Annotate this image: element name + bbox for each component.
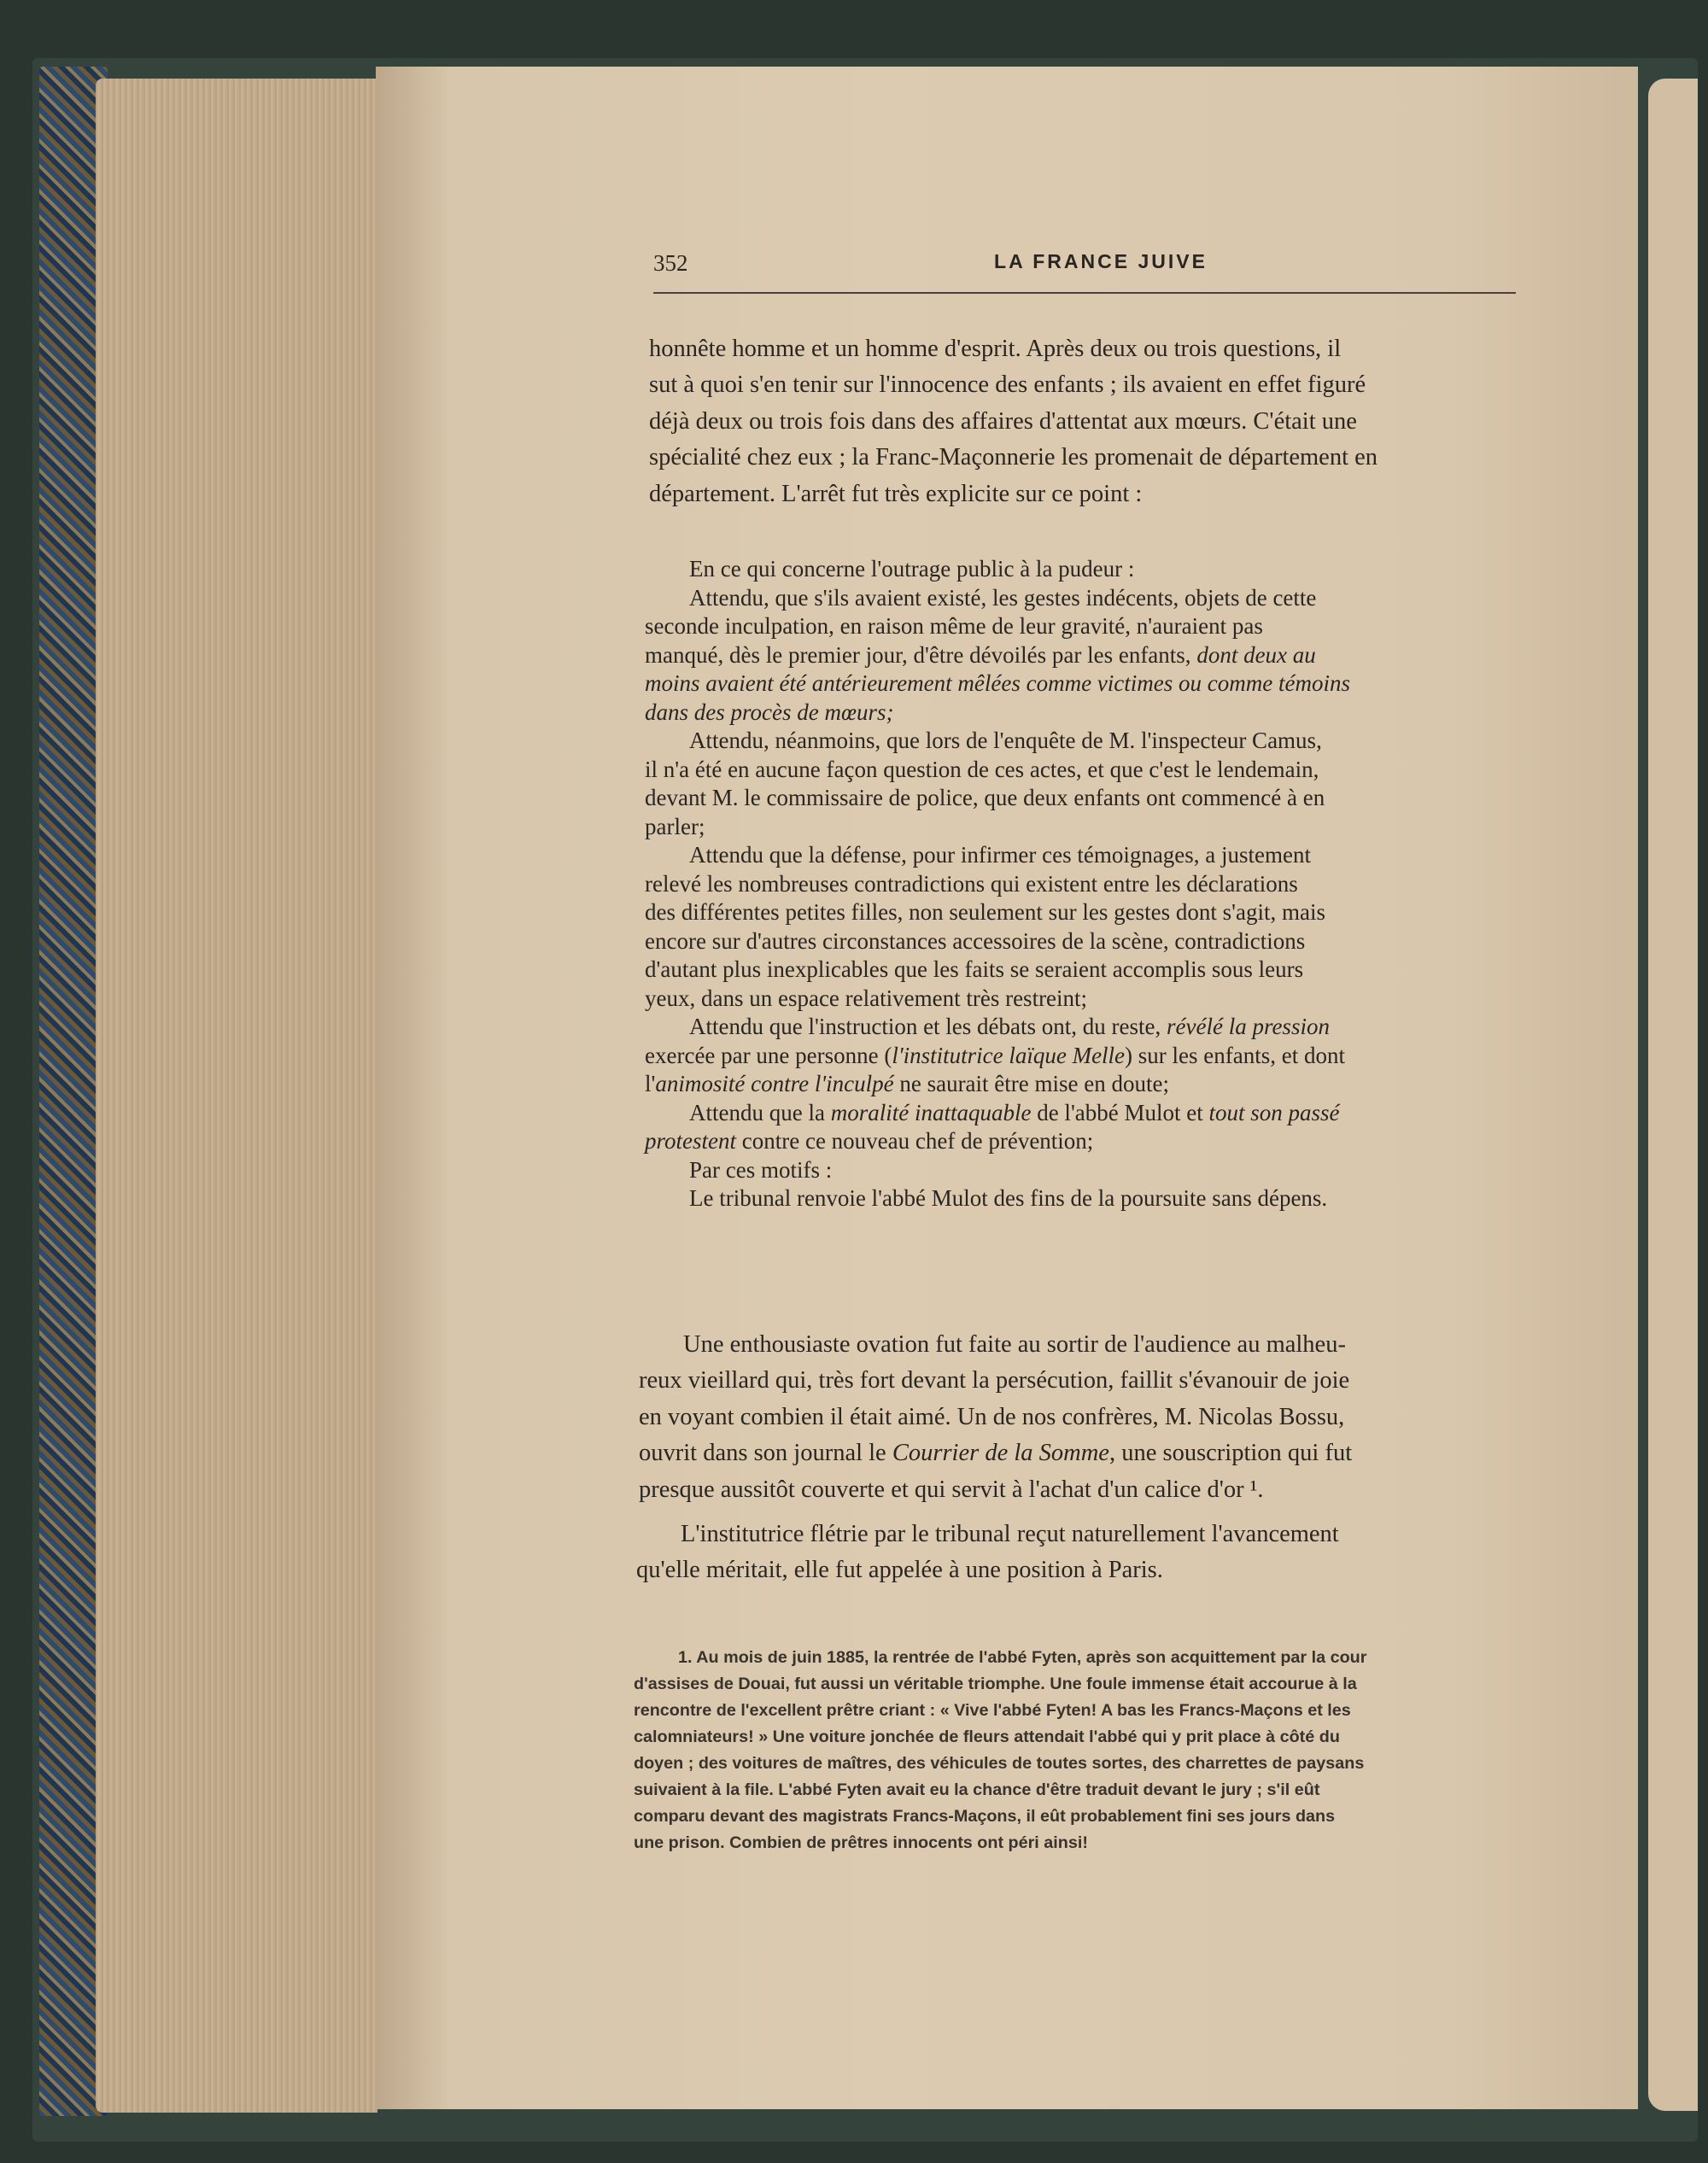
text-line: en voyant combien il était aimé. Un de nos confrères, M. Nicolas Bossu, [639,1403,1345,1430]
quote-line [645,1070,1516,1099]
quote-line [645,1013,1516,1042]
footnote-line: une prison. Combien de prêtres innocents ont péri ainsi! [634,1833,1088,1852]
footnote [634,1645,1509,1856]
running-title: LA FRANCE JUIVE [994,250,1208,272]
footnote-line: comparu devant des magistrats Francs-Maçons, il eût probablement fini ses jours dans [634,1807,1336,1826]
italic-emphasis: moins avaient été antérieurement mêlées comme victimes ou comme témoins [645,670,1350,696]
page-edges [96,79,377,2113]
italic-emphasis: dans des procès de mœurs; [645,699,894,725]
quote-line [645,641,1516,670]
quote-line: il n'a été en aucune façon question de ces actes, et que c'est le lendemain, [645,756,1319,782]
quote-fragment: manqué, dès le premier jour, d'être dévoilés par les enfants, [645,641,1191,668]
quote-line: Attendu, que s'ils avaient existé, les gestes indécents, objets de cette [689,584,1317,611]
quote-fragment: exercée par une personne ( [645,1042,892,1068]
text-line: presque aussitôt couverte et qui servit à l'achat d'un calice d'or ¹. [639,1476,1264,1503]
text-line: sut à quoi s'en tenir sur l'innocence des enfants ; ils avaient en effet figuré [649,371,1366,399]
text-fragment: , une souscription qui fut [1108,1440,1353,1467]
quote-line [645,1127,1516,1156]
italic-emphasis: animosité contre l'inculpé [655,1071,894,1096]
paragraph-1 [649,331,1516,512]
text-line [639,1435,1518,1471]
text-line: reux vieillard qui, très fort devant la persécution, faillit s'évanouir de joie [639,1367,1350,1394]
footnote-line: doyen ; des voitures de maîtres, des véhicules de toutes sortes, des charrettes de paysans [634,1754,1365,1773]
header-rule [653,292,1516,294]
book-page [376,67,1638,2109]
quote-line: Attendu que la défense, pour infirmer ces témoignages, a justement [689,842,1312,868]
quote-line: relevé les nombreuses contradictions qui existent entre les déclarations [645,870,1298,897]
quote-line [645,1042,1516,1071]
quote-line [645,699,1516,728]
text-line: spécialité chez eux ; la Franc-Maçonnerie les promenait de département en [649,444,1378,471]
quote-fragment: Attendu que la [689,1099,825,1125]
footnote-line: calomniateurs! » Une voiture jonchée de fleurs attendait l'abbé qui y prit place à côté du [634,1727,1340,1746]
text-line: qu'elle méritait, elle fut appelée à une position à Paris. [636,1557,1163,1584]
newspaper-title: Courrier de la Somme [892,1440,1109,1467]
quote-line [645,1099,1516,1128]
paragraph-3 [636,1517,1520,1589]
text-line: Une enthousiaste ovation fut faite au sortir de l'audience au malheu- [683,1331,1346,1358]
quote-line [645,669,1516,699]
quote-line: des différentes petites filles, non seulement sur les gestes dont s'agit, mais [645,899,1325,925]
footnote-line: 1. Au mois de juin 1885, la rentrée de l'abbé Fyten, après son acquittement par la cour [678,1648,1367,1667]
quote-line: Par ces motifs : [689,1156,833,1183]
italic-emphasis: dont deux au [1196,641,1316,668]
quote-fragment: ) sur les enfants, et dont [1125,1042,1345,1068]
quote-line: Le tribunal renvoie l'abbé Mulot des fins de la poursuite sans dépens. [689,1185,1328,1211]
footnote-line: rencontre de l'excellent prêtre criant : « Vive l'abbé Fyten! A bas les Francs-Maçons et les [634,1701,1351,1720]
facing-page-edge [1648,79,1698,2111]
quote-line: d'autant plus inexplicables que les faits se seraient accomplis sous leurs [645,956,1304,982]
judgment-quote [645,555,1516,1213]
quote-line: encore sur d'autres circonstances accessoires de la scène, contradictions [645,927,1306,954]
quote-fragment: ne saurait être mise en doute; [893,1071,1169,1096]
quote-line: seconde inculpation, en raison même de leur gravité, n'auraient pas [645,613,1263,639]
page-number: 352 [653,250,688,276]
quote-line: yeux, dans un espace relativement très restreint; [645,985,1088,1011]
text-line: L'institutrice flétrie par le tribunal reçut naturellement l'avancement [681,1521,1339,1547]
italic-emphasis: protestent [645,1128,736,1154]
italic-emphasis: révélé la pression [1167,1014,1330,1039]
quote-line: Attendu, néanmoins, que lors de l'enquête de M. l'inspecteur Camus, [689,728,1322,753]
quote-fragment: Attendu que l'instruction et les débats ont, du reste, [689,1014,1161,1039]
running-header [653,250,1708,301]
quote-fragment: contre ce nouveau chef de prévention; [736,1128,1094,1154]
paragraph-2 [639,1327,1518,1508]
text-line: déjà deux ou trois fois dans des affaires d'attentat aux mœurs. C'était une [649,407,1357,435]
quote-fragment: l' [645,1071,656,1096]
quote-fragment: de l'abbé Mulot et [1037,1099,1203,1125]
text-line: département. L'arrêt fut très explicite sur ce point : [649,480,1143,507]
text-line: honnête homme et un homme d'esprit. Après deux ou trois questions, il [649,336,1342,362]
text-fragment: ouvrit dans son journal le [639,1440,886,1467]
italic-emphasis: l'institutrice laïque Melle [892,1042,1126,1068]
quote-line: devant M. le commissaire de police, que deux enfants ont commencé à en [645,785,1325,810]
footnote-line: d'assises de Douai, fut aussi un véritable triomphe. Une foule immense était accourue à la [634,1675,1357,1693]
italic-emphasis: moralité inattaquable [830,1099,1032,1125]
footnote-line: suivaient à la file. L'abbé Fyten avait eu la chance d'être traduit devant le jury ; s'il eût [634,1780,1320,1799]
quote-line: En ce qui concerne l'outrage public à la pudeur : [689,556,1135,582]
quote-line: parler; [645,813,705,839]
italic-emphasis: tout son passé [1208,1099,1340,1125]
